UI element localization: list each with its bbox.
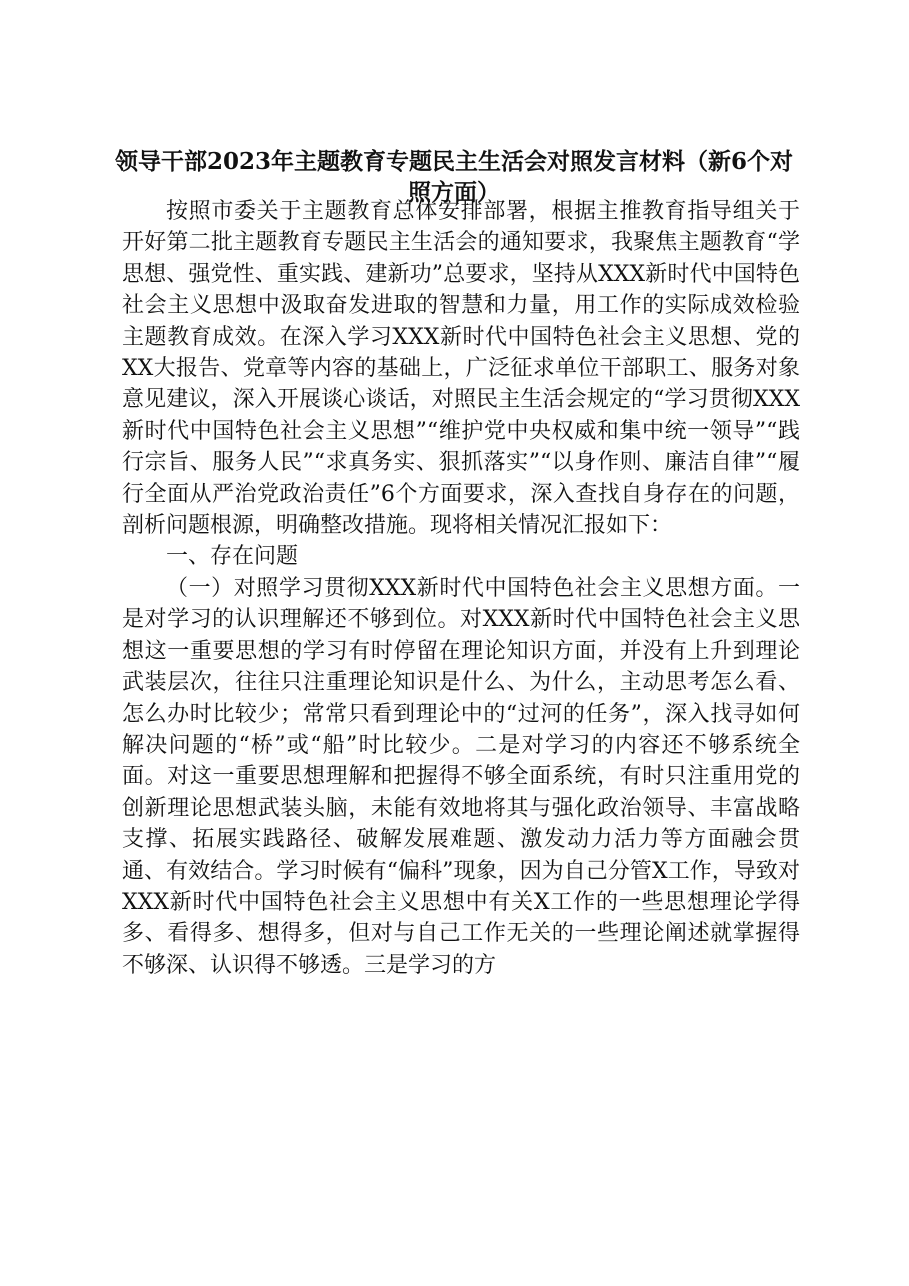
section-paragraph: （一）对照学习贯彻XXX新时代中国特色社会主义思想方面。一是对学习的认识理解还不够到位。对XXX新时代中国特色社会主义思想这一重要思想的学习有时停留在理论知识方面，并没有上升到理论武装层次，往往只注重理论知识是什么、为什么，主动思考怎么看、怎么办时比较少；常常只看到理论中的“过河的任务”，深入找寻如何解决问题的“桥”或“船”时比较少。二是对学习的内容还不够系统全面。对这一重要思想理解和把握得不够全面系统，有时只注重用党的创新理论思想武装头脑，未能有效地将其与强化政治领导、丰富战略支撑、拓展实践路径、破解发展难题、激发动力活力等方面融会贯通、有效结合。学习时候有“偏科”现象，因为自己分管X工作，导致对XXX新时代中国特色社会主义思想中有关X工作的一些思想理论学得多、看得多、想得多，但对与自己工作无关的一些理论阐述就掌握得不够深、认识得不够透。三是学习的方 <box>122 575 800 978</box>
document-title: 领导干部2023年主题教育专题民主生活会对照发言材料（新6个对照方面） <box>114 148 794 206</box>
document-body <box>122 196 800 981</box>
intro-paragraph: 按照市委关于主题教育总体安排部署，根据主推教育指导组关于开好第二批主题教育专题民主生活会的通知要求，我聚焦主题教育“学思想、强党性、重实践、建新功”总要求，坚持从XXX新时代中国特色社会主义思想中汲取奋发进取的智慧和力量，用工作的实际成效检验主题教育成效。在深入学习XXX新时代中国特色社会主义思想、党的XX大报告、党章等内容的基础上，广泛征求单位干部职工、服务对象意见建议，深入开展谈心谈话，对照民主生活会规定的“学习贯彻XXX新时代中国特色社会主义思想”“维护党中央权威和集中统一领导”“践行宗旨、服务人民”“求真务实、狠抓落实”“以身作则、廉洁自律”“履行全面从严治党政治责任”6个方面要求，深入查找自身存在的问题，剖析问题根源，明确整改措施。现将相关情况汇报如下： <box>122 199 800 539</box>
section-heading: 一、存在问题 <box>166 544 299 570</box>
